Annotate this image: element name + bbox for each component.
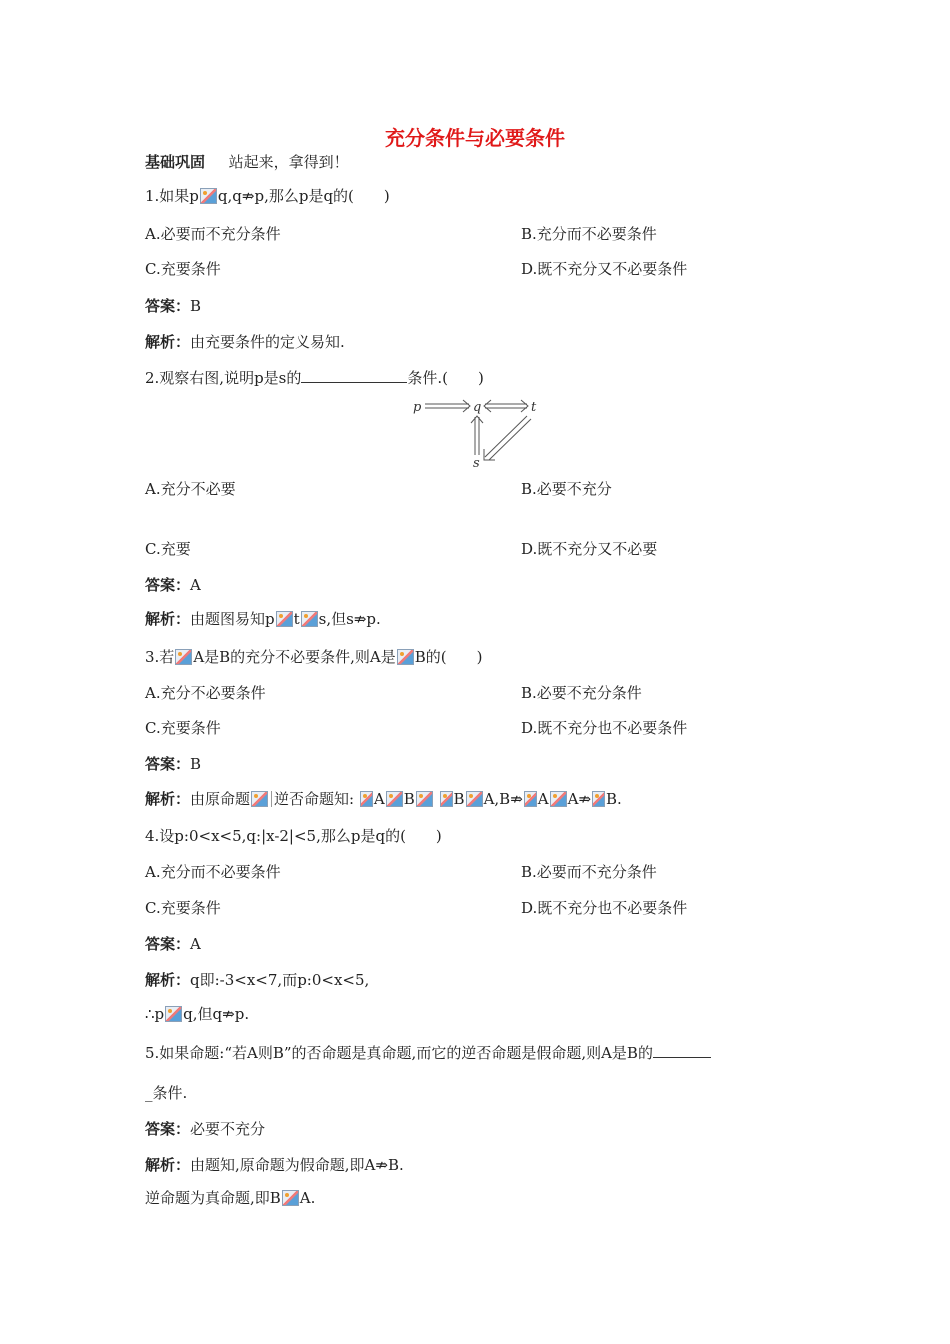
diagram-label-t: t [531,400,537,415]
question-4-stem: 4.设p:0<x<5,q:|x-2|<5,那么p是q的( ) [145,827,442,845]
question-1-stem [145,186,390,206]
analysis-text-1: 由原命题 [190,790,251,808]
q1-option-b: B.充分而不必要条件 [521,225,657,243]
analysis-token-b2: B [453,790,465,808]
image-placeholder-icon [360,791,373,807]
analysis-text-2: 逆否命题知: [274,790,355,808]
q4-option-d: D.既不充分也不必要条件 [521,899,688,917]
q3-option-a: A.充分不必要条件 [145,684,266,702]
analysis-label: 解析： [145,610,191,628]
q1-text-2: q,q [217,187,242,205]
analysis-text-2: t [293,610,300,628]
analysis-token-a2: A,B [483,790,511,808]
q2-text-2: 条件.( ) [407,369,484,387]
answer-value: B [190,297,202,315]
analysis-token-b: B [403,790,415,808]
analysis-token-a4: A [567,790,579,808]
analysis-text-2: B. [387,1156,404,1174]
analysis-label: 解析： [145,1156,191,1174]
q4-analysis [145,970,369,990]
q5-answer [145,1119,265,1139]
analysis-text-2: q,但q [183,1005,223,1023]
not-implies-icon: ⇏ [241,187,255,205]
answer-label: 答案： [145,935,191,953]
analysis-text-1: 由题图易知p [190,610,275,628]
answer-value: 必要不充分 [190,1120,266,1138]
diagram-label-p: p [413,400,422,415]
q1-text-1: 1.如果p [145,187,199,205]
image-placeholder-icon [301,611,318,627]
section-header [145,152,349,172]
q3-text-2: A是B的充分不必要条件,则A是 [193,648,396,666]
analysis-text-3: s,但s [318,610,354,628]
answer-value: A [190,935,201,953]
image-placeholder-icon [200,188,217,204]
answer-value: A [190,576,201,594]
q1-option-d: D.既不充分又不必要条件 [521,260,688,278]
analysis-text-1: ∴p [145,1005,165,1023]
image-placeholder-icon [466,791,483,807]
answer-blank [301,368,407,383]
divider [271,791,272,807]
q1-text-3: p,那么p是q的( ) [254,187,390,205]
q4-option-a: A.充分而不必要条件 [145,863,281,881]
analysis-text-4: p. [366,610,381,628]
q2-option-c: C.充要 [145,540,191,558]
q4-option-c: C.充要条件 [145,899,221,917]
q5-analysis-line2 [145,1188,315,1208]
answer-label: 答案： [145,297,191,315]
image-placeholder-icon [251,791,268,807]
analysis-text-1: 逆命题为真命题,即B [145,1189,281,1207]
q1-option-a: A.必要而不充分条件 [145,225,281,243]
image-placeholder-icon [550,791,567,807]
answer-label: 答案： [145,576,191,594]
analysis-token-a3: A [537,790,549,808]
image-placeholder-icon [165,1006,182,1022]
q4-option-b: B.必要而不充分条件 [521,863,657,881]
image-placeholder-icon [524,791,537,807]
section-slogan: 站起来，拿得到！ [228,153,349,171]
q1-option-c: C.充要条件 [145,260,221,278]
analysis-token-b3: B. [606,790,622,808]
not-implies-icon: ⇏ [578,790,592,808]
q1-answer [145,296,201,316]
question-3-stem [145,647,483,667]
arrow-t-s [485,416,527,457]
question-5-stem [145,1043,711,1063]
q1-analysis [145,332,345,352]
answer-value: B [190,755,202,773]
analysis-text: 由充要条件的定义易知. [190,333,345,351]
analysis-text-3: p. [234,1005,250,1023]
not-implies-icon: ⇏ [222,1005,235,1023]
analysis-text: q即:-3<x<7,而p:0<x<5, [190,971,370,989]
answer-label: 答案： [145,755,191,773]
q3-option-c: C.充要条件 [145,719,221,737]
q2-option-d: D.既不充分又不必要 [521,540,658,558]
section-label: 基础巩固 [145,153,206,171]
implication-diagram [405,393,545,473]
analysis-text-2: A. [299,1189,316,1207]
answer-blank [653,1043,711,1058]
answer-label: 答案： [145,1120,191,1138]
analysis-label: 解析： [145,790,191,808]
question-2-stem [145,368,484,388]
not-implies-icon: ⇏ [510,790,523,808]
q2-analysis [145,609,381,629]
question-5-stem-line2: _条件. [145,1084,188,1102]
image-placeholder-icon [175,649,192,665]
analysis-label: 解析： [145,333,191,351]
q4-answer [145,934,201,954]
image-placeholder-icon [592,791,605,807]
q5-text-1: 5.如果命题:“若A则B”的否命题是真命题,而它的逆否命题是假命题,则A是B的 [145,1044,653,1062]
q3-option-b: B.必要不充分条件 [521,684,642,702]
analysis-text: 由题知,原命题为假命题,即A [190,1156,376,1174]
analysis-label: 解析： [145,971,191,989]
q2-option-a: A.充分不必要 [145,480,236,498]
not-implies-icon: ⇏ [353,610,367,628]
diagram-label-q: q [473,400,482,415]
q3-answer [145,754,201,774]
image-placeholder-icon [276,611,293,627]
q3-text-3: B的( ) [414,648,483,666]
image-placeholder-icon [282,1190,299,1206]
analysis-token-a: A [373,790,385,808]
q5-analysis [145,1155,404,1175]
q2-answer [145,575,201,595]
not-implies-icon: ⇏ [375,1156,388,1174]
image-placeholder-icon [397,649,414,665]
image-placeholder-icon [416,791,433,807]
q3-analysis [145,789,622,809]
image-placeholder-icon [386,791,403,807]
q2-option-b: B.必要不充分 [521,480,612,498]
image-placeholder-icon [440,791,453,807]
q4-analysis-line2 [145,1004,249,1024]
page-title: 充分条件与必要条件 [385,126,565,150]
diagram-label-s: s [473,456,480,471]
q3-option-d: D.既不充分也不必要条件 [521,719,688,737]
q2-text-1: 2.观察右图,说明p是s的 [145,369,302,387]
q3-text-1: 3.若 [145,648,175,666]
